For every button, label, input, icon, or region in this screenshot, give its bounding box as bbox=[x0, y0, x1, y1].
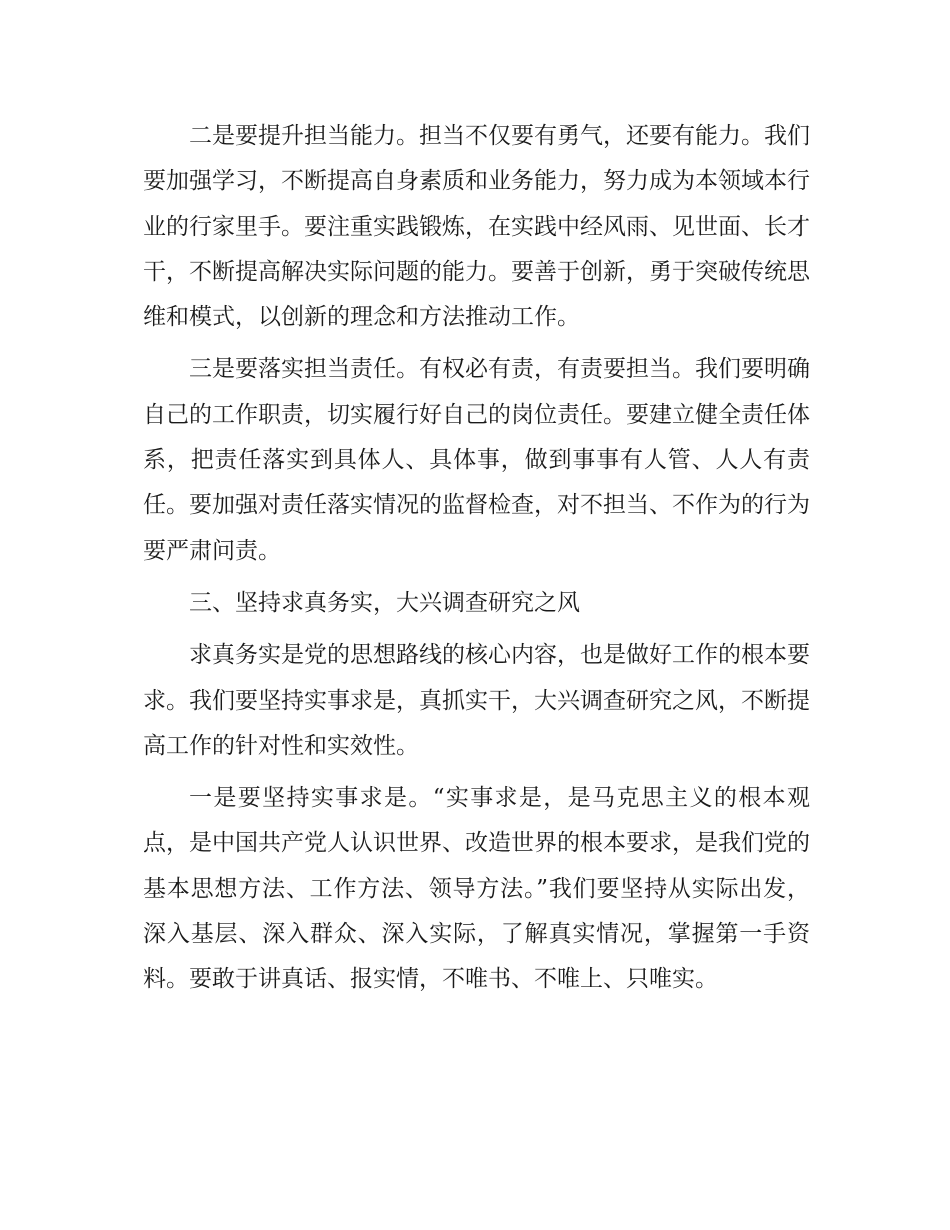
paragraph-implement-responsibility: 三是要落实担当责任。有权必有责，有责要担当。我们要明确自己的工作职责，切实履行好自己的岗位责任。要建立健全责任体系，把责任落实到具体人、具体事，做到事事有人管、人人有责任。要加强对责任落实情况的监督检查，对不担当、不作为的行为要严肃问责。 bbox=[143, 356, 810, 564]
section-heading: 三、坚持求真务实，大兴调查研究之风 bbox=[189, 589, 580, 616]
paragraph-section-intro: 求真务实是党的思想路线的核心内容，也是做好工作的根本要求。我们要坚持实事求是，真抓实干，大兴调查研究之风，不断提高工作的针对性和实效性。 bbox=[143, 642, 810, 759]
paragraph-seek-truth: 一是要坚持实事求是。“实事求是，是马克思主义的根本观点，是中国共产党人认识世界、改造世界的根本要求，是我们党的基本思想方法、工作方法、领导方法。”我们要坚持从实际出发，深入基层、深入群众、深入实际，了解真实情况，掌握第一手资料。要敢于讲真话、报实情，不唯书、不唯上、只唯实。 bbox=[143, 785, 810, 993]
paragraph-enhance-capability: 二是要提升担当能力。担当不仅要有勇气，还要有能力。我们要加强学习，不断提高自身素质和业务能力，努力成为本领域本行业的行家里手。要注重实践锻炼，在实践中经风雨、见世面、长才干，不断提高解决实际问题的能力。要善于创新，勇于突破传统思维和模式，以创新的理念和方法推动工作。 bbox=[143, 123, 810, 331]
document-body bbox=[143, 114, 810, 1010]
